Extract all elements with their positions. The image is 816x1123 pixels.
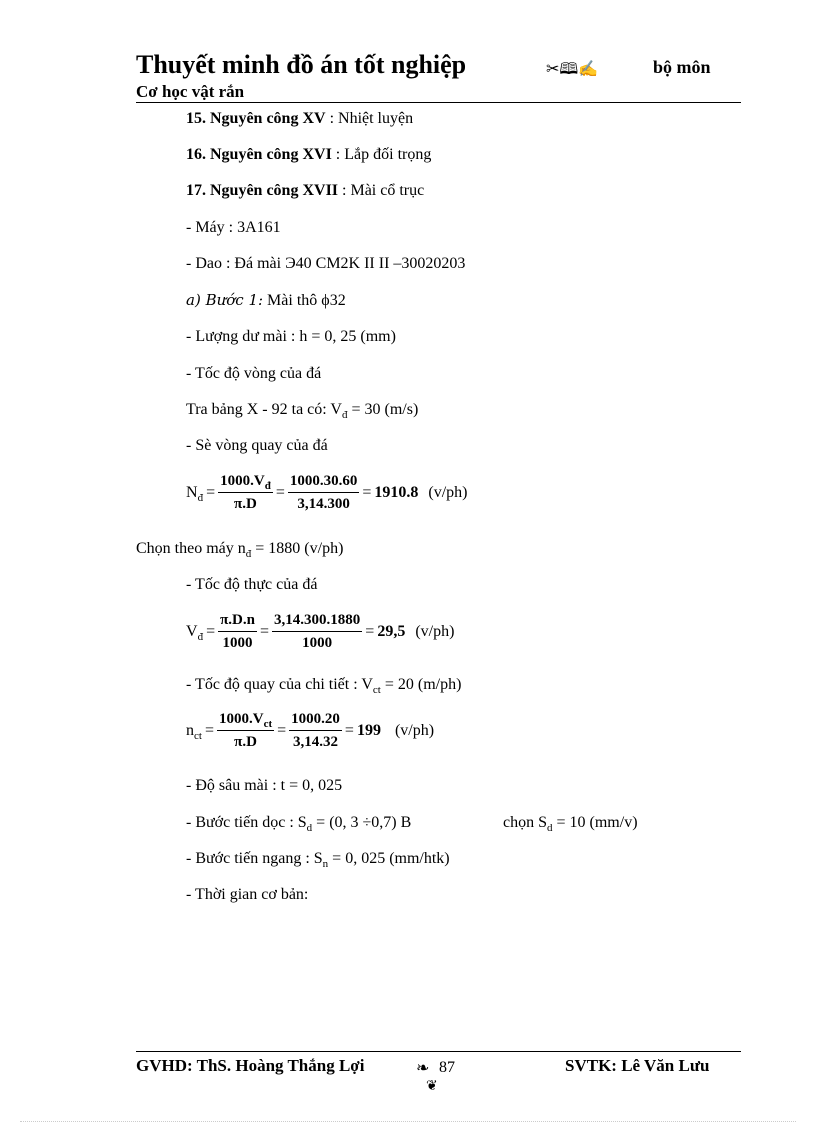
page-edge-divider [20,1121,796,1122]
fraction-2: $\frac{1000.20}{3,14.32}$ [291,711,340,750]
op-15: 15. Nguyên công XV : Nhiệt luyện [186,110,414,127]
advisor-label: GVHD: ThS. Hoàng Thắng Lợi [136,1056,365,1075]
longitudinal-feed-line: - Bước tiến dọc : $S_d = (0$, 3 ÷0,7) B [186,814,412,834]
op-16: 16. Nguyên công XVI : Lắp đối trọng [186,146,432,163]
tool-line: - Dao : Đá mài Э40 CM2K II II –30020203 [186,255,466,272]
ornament-bottom-icon: ❦ [426,1079,438,1094]
fraction-1: $\frac{\pi.D.n}{1000}$ [220,612,255,651]
machine-choice-line: Chọn theo máy $n_đ = 1880$ (v/ph) [136,540,344,560]
student-label: SVTK: Lê Văn Lưu [565,1056,710,1075]
fraction-2: $\frac{3,14.300.1880}{1000}$ [274,612,361,651]
basic-time-line: - Thời gian cơ bản: [186,886,309,903]
fraction-1: $\frac{1000.V_đ}{\pi.D}$ [220,473,271,512]
allowance-line: - Lượng dư mài : h = 0, 25 (mm) [186,328,396,345]
wheel-speed-line: - Tốc độ vòng của đá [186,365,322,382]
machine-line: - Máy : 3A161 [186,219,281,236]
wheel-rpm-line: - Sè vòng quay của đá [186,437,328,454]
grinding-depth-line: - Độ sâu mài : t = 0, 025 [186,777,343,794]
department-label: bộ môn [653,57,711,77]
longitudinal-feed-choice: chọn $S_d = 10$ (mm/v) [503,814,638,834]
equation-vd: $V_đ$ = $\frac{\pi.D.n}{1000}$ = $\frac{3,14.300.1880}{1000}$ = 29,5 (v/ph) [186,612,455,651]
actual-speed-line: - Tốc độ thực của đá [186,576,318,593]
table-lookup-line: Tra bảng X - 92 ta có: $V_đ = 30$ (m/s) [186,401,419,421]
header-rule [136,102,741,103]
equation-nd: $N_đ$ = $\frac{1000.V_đ}{\pi.D}$ = $\frac{1000.30.60}{3,14.300}$ = 1910.8 (v/ph) [186,473,468,512]
fraction-2: $\frac{1000.30.60}{3,14.300}$ [289,473,358,512]
cross-feed-line: - Bước tiến ngang : $S_n = 0$, 025 (mm/htk) [186,850,450,870]
page-number: 87 [439,1059,455,1076]
document-subtitle: Cơ học vật rắn [136,82,245,101]
ornament-left-icon: ❧ [416,1060,430,1077]
fraction-1: $\frac{1000.V_{ct}}{\pi.D}$ [218,711,273,750]
part-speed-line: - Tốc độ quay của chi tiết : $V_{ct} = 20$ (m/ph) [186,676,462,696]
footer-rule [136,1051,741,1052]
decorative-symbols: ✂🕮✍ [546,61,599,78]
equation-nct: $n_{ct}$ = $\frac{1000.V_{ct}}{\pi.D}$ = $\frac{1000.20}{3,14.32}$ = 199 (v/ph) [186,711,435,750]
step-1-line: a) Bước 1: Mài thô ϕ32 [186,291,346,309]
op-17: 17. Nguyên công XVII : Mài cổ trục [186,182,425,199]
document-title: Thuyết minh đồ án tốt nghiệp [136,50,467,79]
